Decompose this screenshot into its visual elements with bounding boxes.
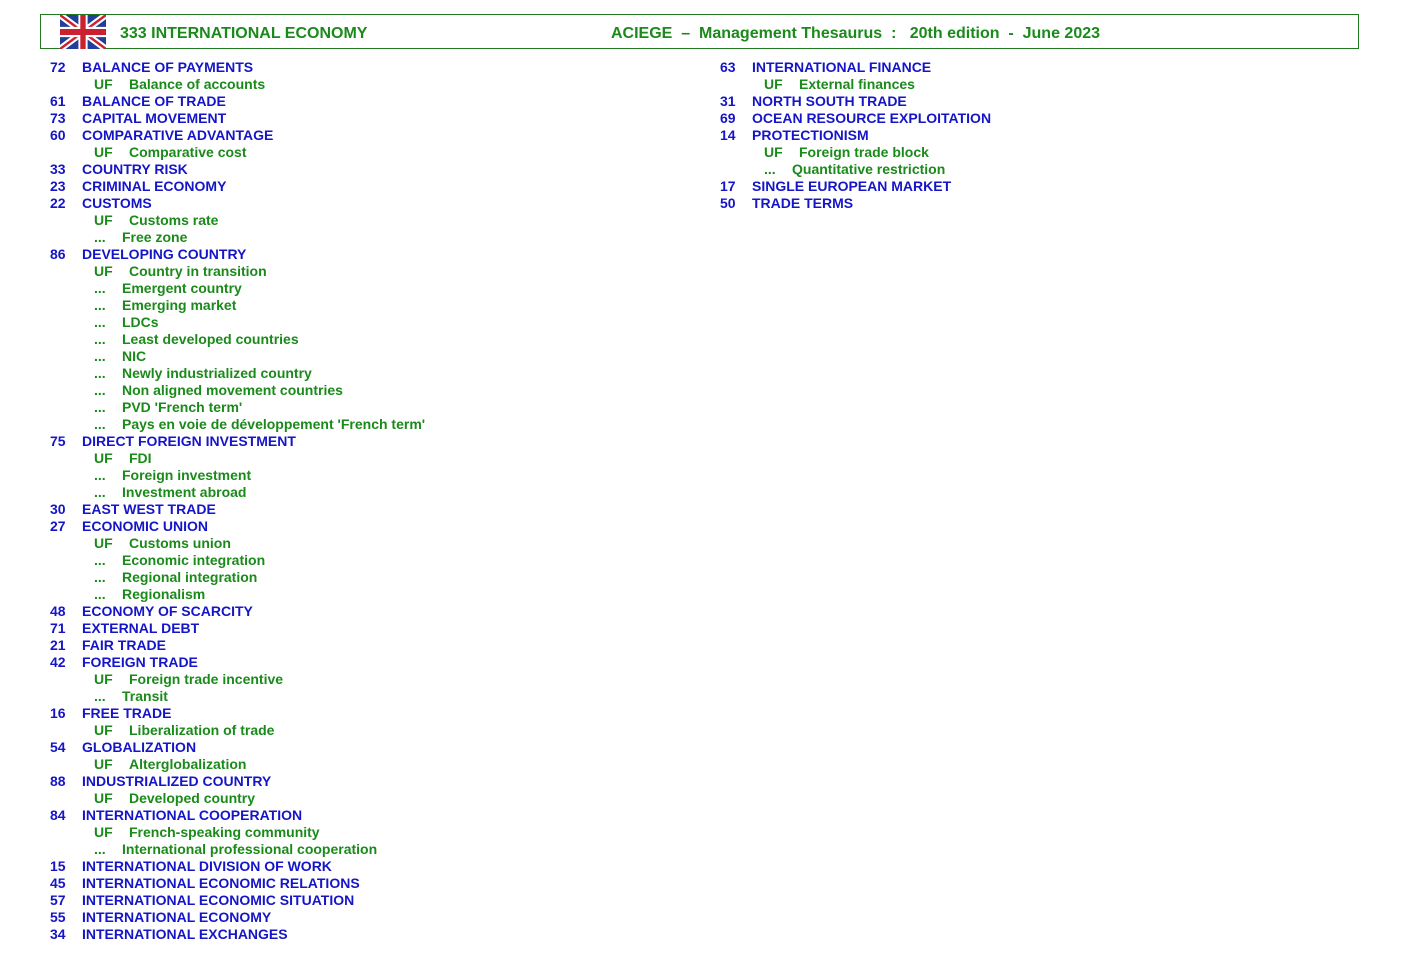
used-for-marker: UF <box>94 450 113 466</box>
descriptor-term: EAST WEST TRADE <box>82 501 216 517</box>
non-descriptor-term: Comparative cost <box>129 144 247 160</box>
continuation-marker: ... <box>94 484 106 500</box>
descriptor-number: 30 <box>50 501 66 517</box>
continuation-marker: ... <box>94 348 106 364</box>
non-descriptor-term: Regional integration <box>122 569 258 585</box>
descriptor-number: 21 <box>50 637 66 653</box>
descriptor-number: 16 <box>50 705 66 721</box>
continuation-marker: ... <box>94 331 106 347</box>
descriptor-number: 61 <box>50 93 66 109</box>
descriptor-term: NORTH SOUTH TRADE <box>752 93 907 109</box>
descriptor-number: 45 <box>50 875 66 891</box>
non-descriptor-term: LDCs <box>122 314 159 330</box>
descriptor-term: FOREIGN TRADE <box>82 654 198 670</box>
used-for-marker: UF <box>94 76 113 92</box>
non-descriptor-term: Developed country <box>129 790 256 806</box>
uk-flag-icon <box>60 15 106 49</box>
continuation-marker: ... <box>94 280 106 296</box>
non-descriptor-term: FDI <box>129 450 152 466</box>
descriptor-number: 22 <box>50 195 66 211</box>
descriptor-number: 17 <box>720 178 736 194</box>
descriptor-term: ECONOMY OF SCARCITY <box>82 603 253 619</box>
non-descriptor-term: Quantitative restriction <box>792 161 946 177</box>
descriptor-number: 71 <box>50 620 66 636</box>
used-for-marker: UF <box>764 76 783 92</box>
non-descriptor-term: Foreign investment <box>122 467 252 483</box>
descriptor-number: 86 <box>50 246 66 262</box>
non-descriptor-term: Non aligned movement countries <box>122 382 343 398</box>
non-descriptor-term: Regionalism <box>122 586 206 602</box>
non-descriptor-term: Least developed countries <box>122 331 299 347</box>
descriptor-term: INTERNATIONAL ECONOMIC RELATIONS <box>82 875 360 891</box>
descriptor-term: INTERNATIONAL COOPERATION <box>82 807 303 823</box>
used-for-marker: UF <box>764 144 783 160</box>
descriptor-number: 23 <box>50 178 66 194</box>
non-descriptor-term: Investment abroad <box>122 484 247 500</box>
continuation-marker: ... <box>94 586 106 602</box>
descriptor-term: CAPITAL MOVEMENT <box>82 110 227 126</box>
non-descriptor-term: Foreign trade incentive <box>129 671 284 687</box>
descriptor-number: 55 <box>50 909 66 925</box>
non-descriptor-term: NIC <box>122 348 147 364</box>
non-descriptor-term: Newly industrialized country <box>122 365 312 381</box>
continuation-marker: ... <box>94 382 106 398</box>
descriptor-term: PROTECTIONISM <box>752 127 869 143</box>
non-descriptor-term: Free zone <box>122 229 188 245</box>
thesaurus-title: ACIEGE – Management Thesaurus : 20th edition - June 2023 <box>611 25 1101 42</box>
used-for-marker: UF <box>94 756 113 772</box>
descriptor-term: SINGLE EUROPEAN MARKET <box>752 178 952 194</box>
descriptor-term: OCEAN RESOURCE EXPLOITATION <box>752 110 992 126</box>
descriptor-number: 73 <box>50 110 66 126</box>
non-descriptor-term: Foreign trade block <box>799 144 929 160</box>
descriptor-number: 60 <box>50 127 66 143</box>
page-header <box>40 14 1359 49</box>
descriptor-term: BALANCE OF PAYMENTS <box>82 59 254 75</box>
continuation-marker: ... <box>94 841 106 857</box>
descriptor-term: TRADE TERMS <box>752 195 854 211</box>
continuation-marker: ... <box>94 229 106 245</box>
descriptor-number: 48 <box>50 603 66 619</box>
descriptor-term: CRIMINAL ECONOMY <box>82 178 227 194</box>
descriptor-term: BALANCE OF TRADE <box>82 93 226 109</box>
descriptor-term: GLOBALIZATION <box>82 739 197 755</box>
non-descriptor-term: French-speaking community <box>129 824 320 840</box>
descriptor-number: 75 <box>50 433 66 449</box>
section-code: 333 INTERNATIONAL ECONOMY <box>120 25 368 42</box>
non-descriptor-term: Liberalization of trade <box>129 722 275 738</box>
descriptor-number: 50 <box>720 195 736 211</box>
continuation-marker: ... <box>94 467 106 483</box>
continuation-marker: ... <box>94 399 106 415</box>
descriptor-term: COUNTRY RISK <box>82 161 188 177</box>
continuation-marker: ... <box>94 688 106 704</box>
descriptor-term: INTERNATIONAL DIVISION OF WORK <box>82 858 332 874</box>
continuation-marker: ... <box>94 569 106 585</box>
non-descriptor-term: Country in transition <box>129 263 267 279</box>
descriptor-term: ECONOMIC UNION <box>82 518 208 534</box>
descriptor-term: INTERNATIONAL ECONOMY <box>82 909 272 925</box>
used-for-marker: UF <box>94 263 113 279</box>
non-descriptor-term: Customs rate <box>129 212 219 228</box>
descriptor-term: DIRECT FOREIGN INVESTMENT <box>82 433 296 449</box>
non-descriptor-term: Pays en voie de développement 'French term' <box>122 416 426 432</box>
continuation-marker: ... <box>764 161 776 177</box>
non-descriptor-term: International professional cooperation <box>122 841 378 857</box>
descriptor-number: 42 <box>50 654 66 670</box>
continuation-marker: ... <box>94 297 106 313</box>
used-for-marker: UF <box>94 722 113 738</box>
descriptor-term: INTERNATIONAL EXCHANGES <box>82 926 288 942</box>
descriptor-number: 72 <box>50 59 66 75</box>
non-descriptor-term: Alterglobalization <box>129 756 247 772</box>
continuation-marker: ... <box>94 314 106 330</box>
descriptor-number: 34 <box>50 926 66 942</box>
descriptor-number: 15 <box>50 858 66 874</box>
descriptor-term: CUSTOMS <box>82 195 152 211</box>
descriptor-term: EXTERNAL DEBT <box>82 620 200 636</box>
non-descriptor-term: Emergent country <box>122 280 242 296</box>
descriptor-number: 33 <box>50 161 66 177</box>
used-for-marker: UF <box>94 824 113 840</box>
non-descriptor-term: External finances <box>799 76 915 92</box>
non-descriptor-term: Balance of accounts <box>129 76 266 92</box>
descriptor-number: 69 <box>720 110 736 126</box>
descriptor-term: FREE TRADE <box>82 705 172 721</box>
non-descriptor-term: Economic integration <box>122 552 266 568</box>
descriptor-number: 27 <box>50 518 66 534</box>
continuation-marker: ... <box>94 416 106 432</box>
non-descriptor-term: Emerging market <box>122 297 237 313</box>
descriptor-term: INDUSTRIALIZED COUNTRY <box>82 773 272 789</box>
descriptor-term: COMPARATIVE ADVANTAGE <box>82 127 274 143</box>
descriptor-number: 88 <box>50 773 66 789</box>
descriptor-number: 54 <box>50 739 66 755</box>
continuation-marker: ... <box>94 365 106 381</box>
non-descriptor-term: Customs union <box>129 535 231 551</box>
used-for-marker: UF <box>94 790 113 806</box>
descriptor-term: INTERNATIONAL ECONOMIC SITUATION <box>82 892 355 908</box>
used-for-marker: UF <box>94 671 113 687</box>
descriptor-term: INTERNATIONAL FINANCE <box>752 59 932 75</box>
descriptor-number: 84 <box>50 807 66 823</box>
descriptor-number: 57 <box>50 892 66 908</box>
descriptor-number: 63 <box>720 59 736 75</box>
used-for-marker: UF <box>94 535 113 551</box>
continuation-marker: ... <box>94 552 106 568</box>
descriptor-number: 14 <box>720 127 736 143</box>
used-for-marker: UF <box>94 212 113 228</box>
used-for-marker: UF <box>94 144 113 160</box>
descriptor-term: FAIR TRADE <box>82 637 166 653</box>
descriptor-number: 31 <box>720 93 736 109</box>
non-descriptor-term: PVD 'French term' <box>122 399 243 415</box>
descriptor-term: DEVELOPING COUNTRY <box>82 246 247 262</box>
non-descriptor-term: Transit <box>122 688 168 704</box>
